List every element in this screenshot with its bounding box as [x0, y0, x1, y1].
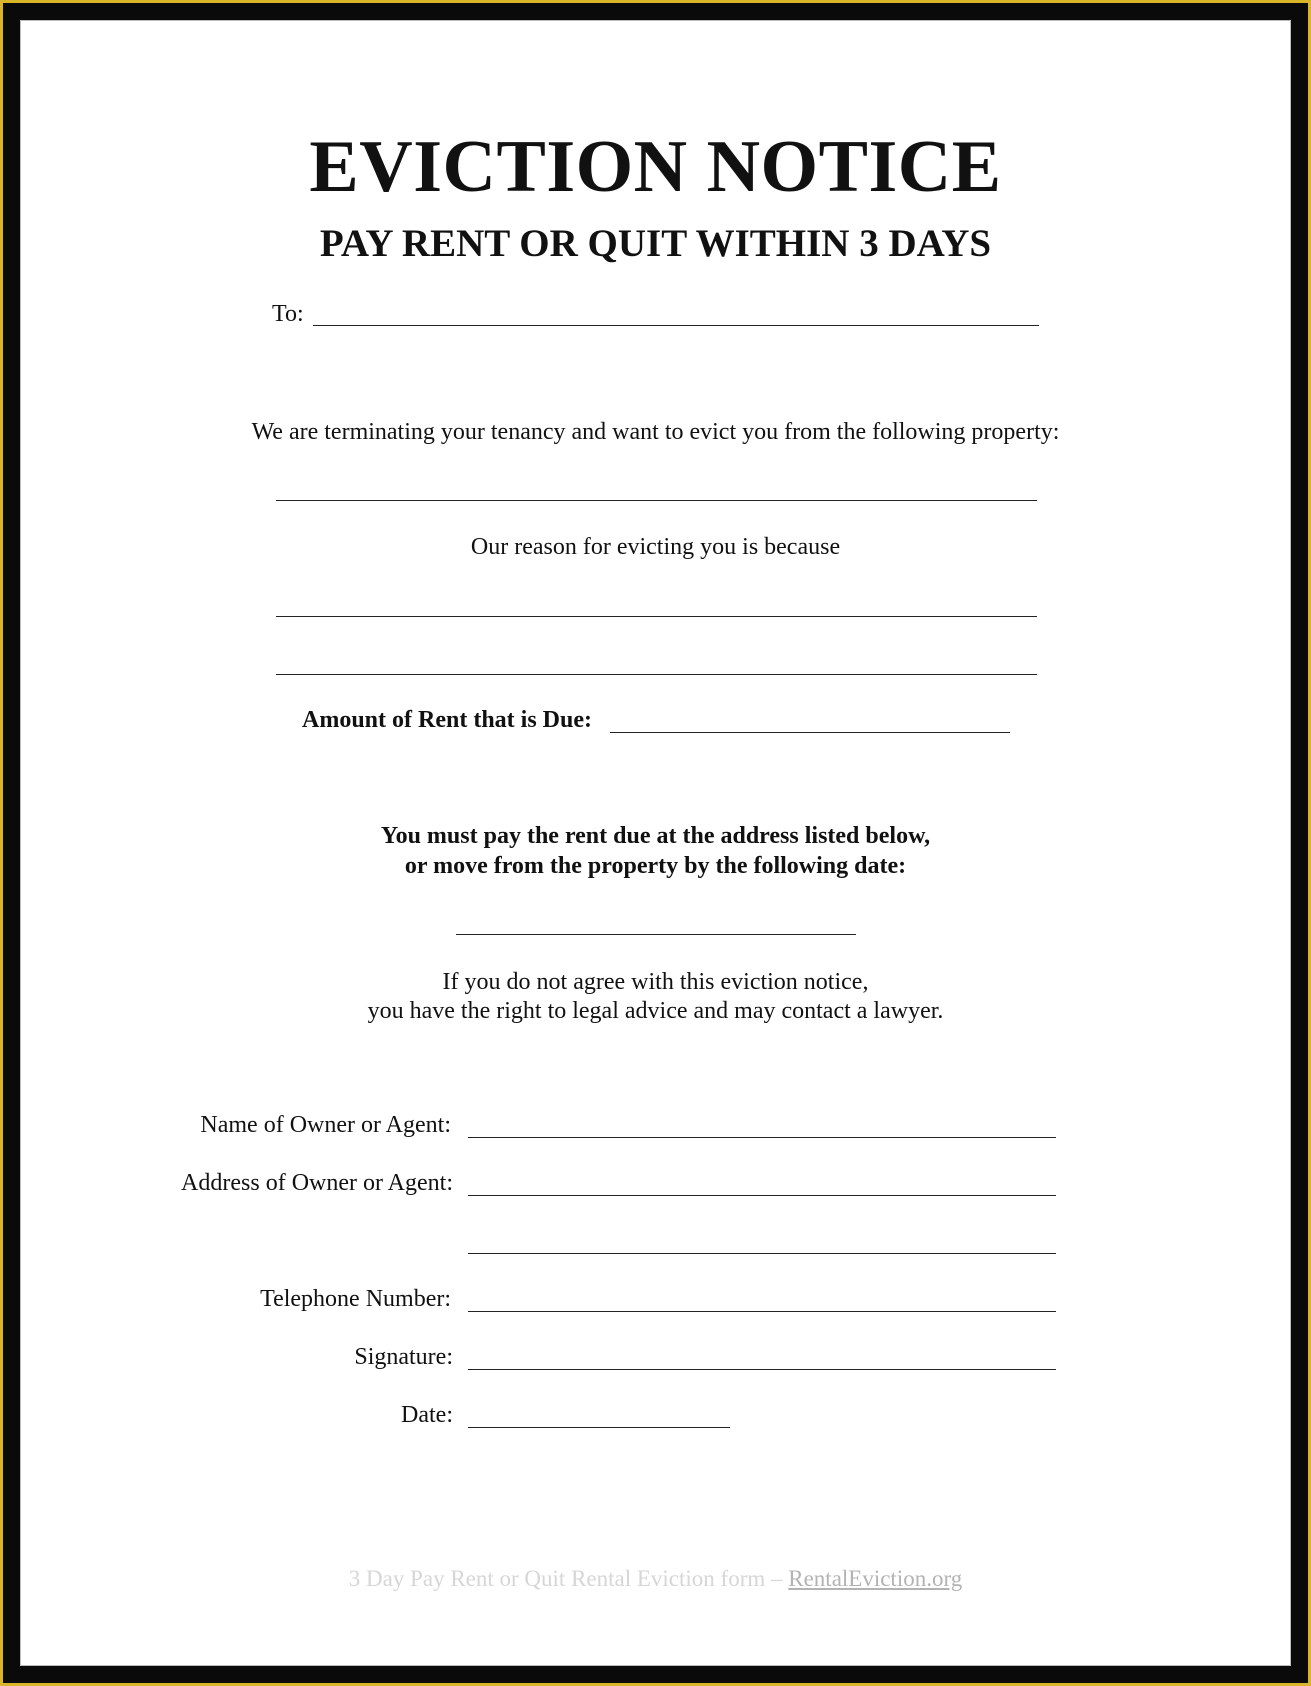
disagree-line-2: you have the right to legal advice and may contact a lawyer.: [367, 998, 944, 1024]
signature-label: Signature:: [354, 1344, 453, 1370]
footer-text: 3 Day Pay Rent or Quit Rental Eviction form –: [348, 1566, 789, 1591]
must-pay-line-1: You must pay the rent due at the address listed below,: [380, 823, 931, 849]
owner-name-blank-line[interactable]: [468, 1137, 1056, 1138]
amount-due-blank-line[interactable]: [610, 732, 1010, 733]
reason-blank-line-2[interactable]: [276, 674, 1037, 675]
signature-blank-line[interactable]: [468, 1369, 1056, 1370]
terminating-statement: We are terminating your tenancy and want to evict you from the following property:: [251, 419, 1060, 445]
telephone-blank-line[interactable]: [468, 1311, 1056, 1312]
date-blank-line[interactable]: [468, 1427, 730, 1428]
footer: [0, 1567, 1311, 1590]
to-blank-line[interactable]: [313, 325, 1039, 326]
document-subtitle: PAY RENT OR QUIT WITHIN 3 DAYS: [319, 222, 992, 265]
date-label: Date:: [401, 1402, 453, 1428]
telephone-label: Telephone Number:: [260, 1286, 451, 1312]
disagree-line-1: If you do not agree with this eviction notice,: [442, 969, 869, 995]
footer-link[interactable]: RentalEviction.org: [788, 1566, 963, 1591]
reason-blank-line-1[interactable]: [276, 616, 1037, 617]
reason-statement: Our reason for evicting you is because: [470, 534, 841, 560]
move-out-date-blank-line[interactable]: [456, 934, 856, 935]
amount-due-label: Amount of Rent that is Due:: [302, 707, 592, 733]
owner-name-label: Name of Owner or Agent:: [200, 1112, 451, 1138]
owner-address-blank-line-2[interactable]: [468, 1253, 1056, 1254]
owner-address-label: Address of Owner or Agent:: [181, 1170, 453, 1196]
document-title: EVICTION NOTICE: [309, 126, 1002, 208]
owner-address-blank-line-1[interactable]: [468, 1195, 1056, 1196]
must-pay-line-2: or move from the property by the following date:: [404, 853, 907, 879]
to-label: To:: [272, 301, 304, 327]
property-blank-line[interactable]: [276, 500, 1037, 501]
